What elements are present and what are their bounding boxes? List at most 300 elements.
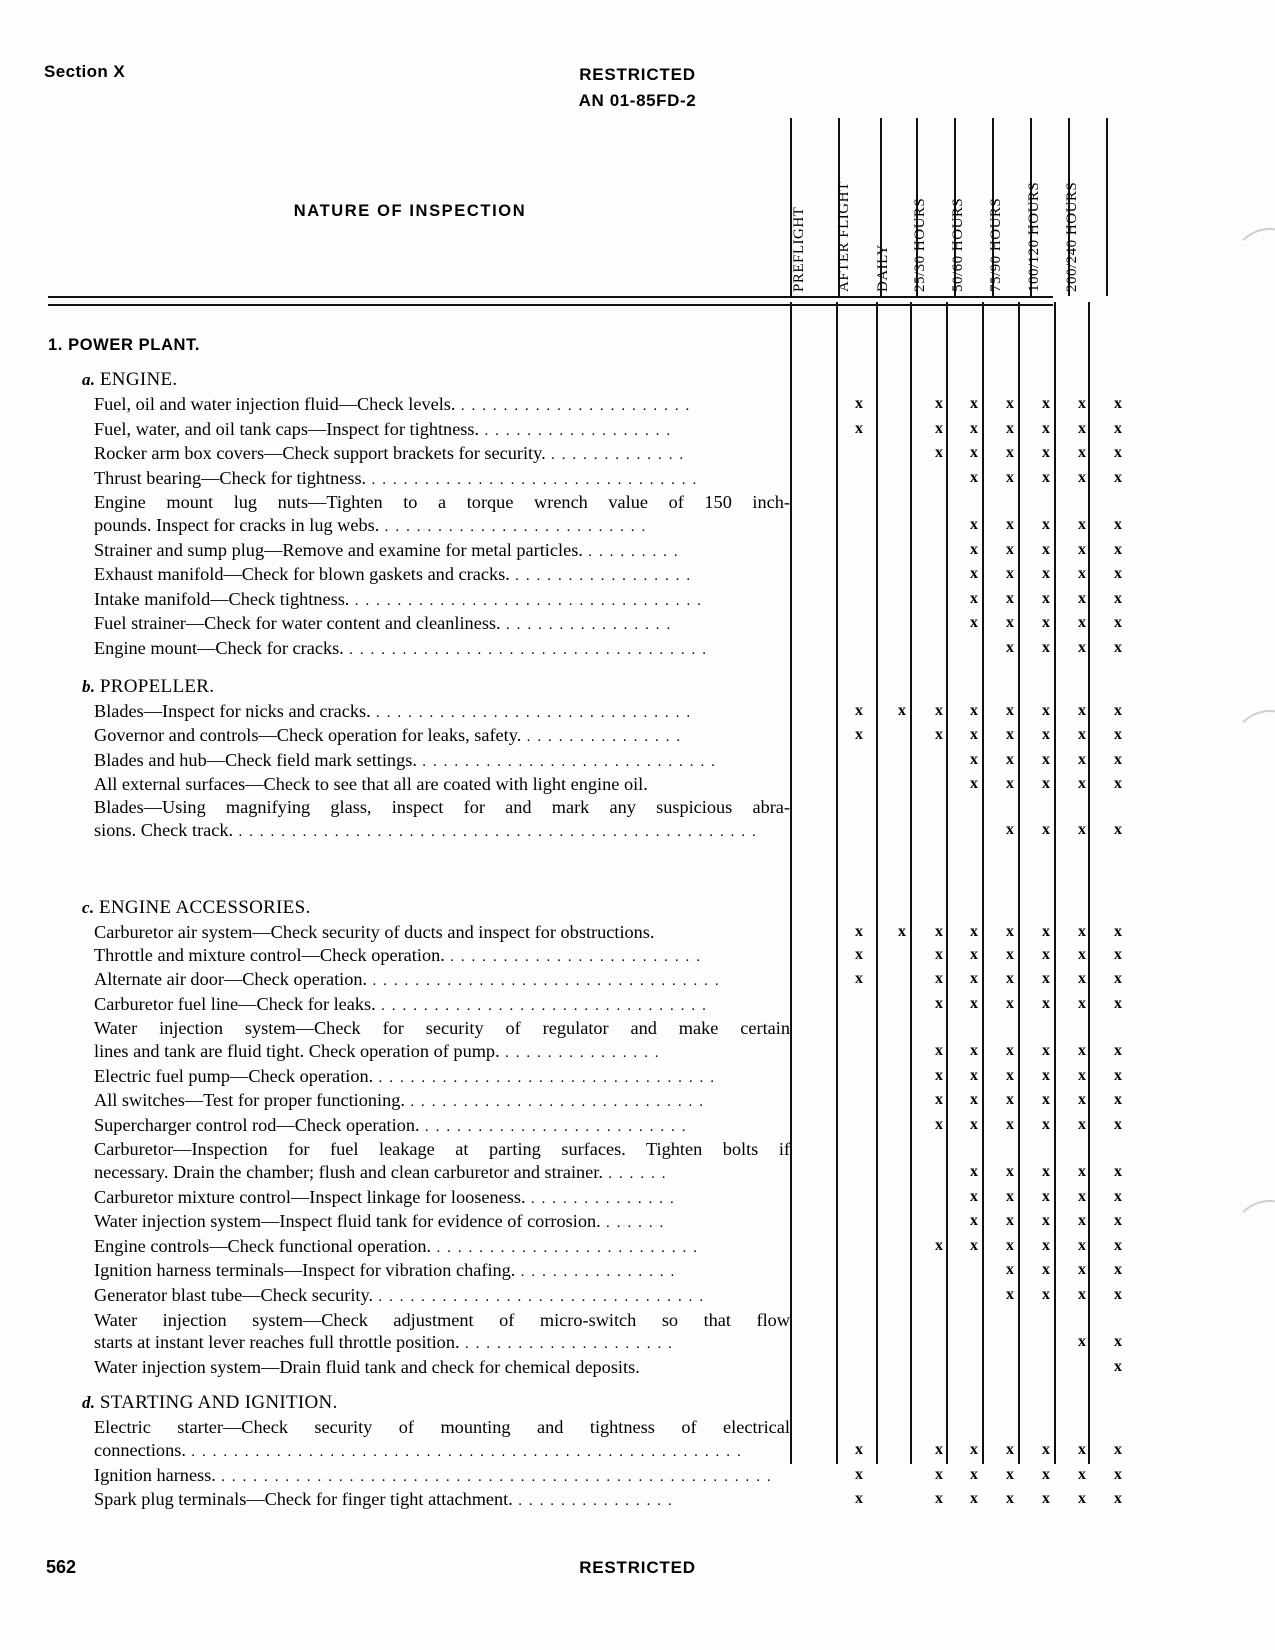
interval-marks bbox=[836, 1161, 1136, 1184]
interval-blank bbox=[882, 1235, 922, 1258]
interval-mark: x bbox=[1042, 750, 1050, 768]
subsection-letter: b. bbox=[82, 676, 100, 696]
interval-blank bbox=[882, 1416, 922, 1439]
interval-mark: x bbox=[1006, 1187, 1014, 1205]
inspection-text: Supercharger control rod—Check operation. . . . . . . . . . . . . . . . . . . . . . . . . . bbox=[94, 1114, 688, 1135]
interval-blank bbox=[882, 1089, 922, 1112]
interval-blank bbox=[882, 968, 922, 991]
dot-leader: . . . . . . . . . . . . . . . bbox=[515, 1264, 676, 1281]
dot-leader: . . . . . . . . . . . . . . . . . . . . . . bbox=[455, 398, 691, 414]
interval-mark: x bbox=[1114, 1465, 1122, 1483]
interval-mark: x bbox=[1042, 444, 1050, 462]
interval-mark: x bbox=[935, 994, 943, 1012]
interval-mark: x bbox=[1114, 1357, 1122, 1375]
interval-blank bbox=[836, 588, 882, 611]
interval-blank bbox=[882, 749, 922, 772]
dot-leader: . . . . . . . . . . . . . . . . . . . . . . . . . . . . . . bbox=[370, 704, 692, 721]
interval-marks bbox=[836, 1210, 1136, 1233]
interval-mark: x bbox=[1114, 775, 1122, 793]
page-header bbox=[0, 62, 1275, 114]
interval-mark: x bbox=[1006, 820, 1014, 838]
interval-mark: x bbox=[855, 970, 863, 988]
interval-marks bbox=[836, 1488, 1136, 1511]
dot-leader: . . . . . . . . . bbox=[582, 543, 680, 560]
interval-mark: x bbox=[1006, 395, 1014, 412]
interval-blank bbox=[882, 993, 922, 1016]
classification-footer: RESTRICTED bbox=[579, 1558, 696, 1577]
interval-blank bbox=[922, 1186, 956, 1209]
interval-mark: x bbox=[1006, 1163, 1014, 1181]
interval-marks bbox=[836, 491, 1136, 514]
interval-blank bbox=[1100, 491, 1136, 514]
interval-blank bbox=[882, 724, 922, 747]
interval-mark: x bbox=[1006, 994, 1014, 1012]
interval-blank bbox=[1028, 1017, 1064, 1040]
interval-mark: x bbox=[970, 726, 978, 744]
interval-mark: x bbox=[1078, 726, 1086, 744]
interval-mark: x bbox=[1114, 1236, 1122, 1254]
interval-mark: x bbox=[970, 468, 978, 486]
interval-blank bbox=[882, 944, 922, 967]
interval-mark: x bbox=[1042, 1212, 1050, 1230]
interval-mark: x bbox=[1042, 515, 1050, 533]
interval-blank bbox=[882, 491, 922, 514]
interval-blank bbox=[882, 539, 922, 562]
interval-marks bbox=[836, 442, 1136, 465]
column-header-label: 25/30 HOURS bbox=[912, 197, 928, 292]
subsection-letter: c. bbox=[82, 898, 99, 918]
interval-mark: x bbox=[1114, 1091, 1122, 1109]
interval-blank bbox=[836, 1210, 882, 1233]
interval-mark: x bbox=[1078, 1187, 1086, 1205]
interval-mark: x bbox=[1006, 750, 1014, 768]
dot-leader: . . . . . . bbox=[602, 1166, 668, 1183]
inspection-row bbox=[94, 749, 1122, 774]
interval-mark: x bbox=[1006, 419, 1014, 437]
interval-blank bbox=[922, 819, 956, 842]
interval-mark: x bbox=[935, 1091, 943, 1109]
interval-mark: x bbox=[1078, 1440, 1086, 1458]
interval-mark: x bbox=[1114, 1066, 1122, 1084]
interval-blank bbox=[882, 1331, 922, 1354]
interval-blank bbox=[882, 1065, 922, 1088]
interval-mark: x bbox=[1078, 1115, 1086, 1133]
dot-leader: . . . . . . . . . . . . . . . . . . . . bbox=[459, 1336, 674, 1353]
nature-of-inspection-header: NATURE OF INSPECTION bbox=[293, 202, 527, 220]
interval-blank bbox=[882, 563, 922, 586]
interval-mark: x bbox=[1078, 1163, 1086, 1181]
page-edge-arc bbox=[1231, 228, 1275, 306]
inspection-text: Exhaust manifold—Check for blown gaskets and cracks. . . . . . . . . . . . . . . . . . bbox=[94, 564, 692, 585]
interval-mark: x bbox=[1006, 726, 1014, 744]
interval-blank bbox=[922, 612, 956, 635]
inspection-text: starts at instant lever reaches full throttle position. . . . . . . . . . . . . . . . . . . . . bbox=[94, 1332, 674, 1353]
interval-mark: x bbox=[1114, 515, 1122, 533]
interval-mark: x bbox=[935, 1490, 943, 1508]
interval-mark: x bbox=[935, 923, 943, 941]
interval-blank bbox=[922, 749, 956, 772]
dot-leader: . . . . . . . . . . . . . . . . . . . . . . . . . . . . . . . bbox=[366, 471, 698, 488]
interval-marks bbox=[836, 1439, 1136, 1462]
inspection-text: Fuel, water, and oil tank caps—Inspect for tightness. . . . . . . . . . . . . . . . . . . bbox=[94, 418, 672, 439]
interval-mark: x bbox=[970, 750, 978, 768]
inspection-row bbox=[94, 1331, 1122, 1356]
interval-blank bbox=[992, 1331, 1028, 1354]
interval-blank bbox=[836, 773, 882, 796]
interval-mark: x bbox=[1042, 923, 1050, 941]
interval-blank bbox=[922, 539, 956, 562]
interval-mark: x bbox=[1042, 726, 1050, 744]
inspection-text: Strainer and sump plug—Remove and examine for metal particles. . . . . . . . . . bbox=[94, 539, 680, 560]
inspection-text: Throttle and mixture control—Check operation. . . . . . . . . . . . . . . . . . . . . . . . . bbox=[94, 944, 702, 965]
inspection-text: Engine controls—Check functional operation. . . . . . . . . . . . . . . . . . . . . . . . . . bbox=[94, 1235, 699, 1256]
interval-mark: x bbox=[855, 701, 863, 719]
interval-mark: x bbox=[1114, 1042, 1122, 1060]
interval-mark: x bbox=[935, 726, 943, 744]
inspection-row bbox=[94, 442, 1122, 467]
interval-mark: x bbox=[898, 701, 906, 719]
interval-mark: x bbox=[1006, 468, 1014, 486]
interval-marks bbox=[836, 1065, 1136, 1088]
interval-mark: x bbox=[1042, 395, 1050, 412]
interval-mark: x bbox=[1078, 750, 1086, 768]
interval-blank bbox=[882, 418, 922, 441]
dot-leader: . . . . . . . . . . . . . . . bbox=[521, 729, 682, 746]
interval-mark: x bbox=[970, 1490, 978, 1508]
inspection-row bbox=[94, 700, 1122, 725]
subsection-title bbox=[82, 1392, 790, 1414]
interval-mark: x bbox=[970, 515, 978, 533]
interval-mark: x bbox=[970, 1066, 978, 1084]
column-header-label: PREFLIGHT bbox=[791, 206, 807, 292]
interval-mark: x bbox=[1078, 1042, 1086, 1060]
subsection-title bbox=[82, 676, 790, 698]
interval-blank bbox=[882, 1488, 922, 1511]
inspection-text: Engine mount—Check for cracks. . . . . . . . . . . . . . . . . . . . . . . . . . . . . . . . . . . bbox=[94, 637, 708, 658]
dot-leader: . . . . . . . . . . . . . bbox=[545, 447, 685, 464]
inspection-text: Spark plug terminals—Check for finger tight attachment. . . . . . . . . . . . . . . . bbox=[94, 1489, 674, 1510]
interval-mark: x bbox=[855, 726, 863, 744]
inspection-text: necessary. Drain the chamber; flush and clean carburetor and strainer. . . . . . . bbox=[94, 1162, 668, 1183]
interval-mark: x bbox=[1114, 444, 1122, 462]
interval-mark: x bbox=[855, 1490, 863, 1508]
interval-blank bbox=[836, 491, 882, 514]
interval-mark: x bbox=[1006, 1440, 1014, 1458]
interval-marks bbox=[836, 1186, 1136, 1209]
interval-blank bbox=[1064, 796, 1100, 819]
interval-blank bbox=[836, 1017, 882, 1040]
subsection-name: ENGINE. bbox=[99, 369, 178, 390]
interval-blank bbox=[1064, 1017, 1100, 1040]
interval-mark: x bbox=[1078, 444, 1086, 462]
interval-blank bbox=[836, 1138, 882, 1161]
interval-mark: x bbox=[970, 923, 978, 941]
interval-mark: x bbox=[1114, 1212, 1122, 1230]
interval-marks bbox=[836, 773, 1136, 796]
interval-blank bbox=[882, 467, 922, 490]
interval-mark: x bbox=[1114, 395, 1122, 412]
interval-mark: x bbox=[1114, 589, 1122, 607]
interval-blank bbox=[922, 1259, 956, 1282]
interval-mark: x bbox=[855, 395, 863, 412]
inspection-row bbox=[94, 796, 790, 819]
interval-mark: x bbox=[1114, 1286, 1122, 1303]
interval-blank bbox=[836, 1065, 882, 1088]
interval-mark: x bbox=[1078, 1490, 1086, 1508]
classification-header: RESTRICTED bbox=[579, 65, 696, 84]
dot-leader: . . . . . . . . . . . . . . . . . . . . . . . . . . . . . . . . . . . . . . . . . . . . . . . . . . . . bbox=[185, 1443, 743, 1460]
inspection-row bbox=[94, 773, 1122, 796]
interval-blank bbox=[956, 491, 992, 514]
interval-mark: x bbox=[1042, 1091, 1050, 1109]
interval-mark: x bbox=[1006, 444, 1014, 462]
interval-blank bbox=[1028, 1331, 1064, 1354]
column-header-label: 100/120 HOURS bbox=[1026, 181, 1042, 292]
interval-mark: x bbox=[1042, 419, 1050, 437]
column-header-25-30-hours bbox=[912, 118, 954, 296]
column-header-label: DAILY bbox=[875, 244, 891, 292]
interval-mark: x bbox=[1078, 419, 1086, 437]
subsection-letter: d. bbox=[82, 1393, 100, 1413]
interval-blank bbox=[956, 819, 992, 842]
interval-blank bbox=[956, 1259, 992, 1282]
interval-mark: x bbox=[855, 945, 863, 963]
interval-marks bbox=[836, 637, 1136, 660]
interval-mark: x bbox=[1042, 1261, 1050, 1279]
interval-blank bbox=[922, 491, 956, 514]
interval-mark: x bbox=[1114, 750, 1122, 768]
interval-blank bbox=[956, 1284, 992, 1307]
inspection-row bbox=[94, 724, 1122, 749]
interval-marks bbox=[836, 796, 1136, 819]
interval-blank bbox=[836, 539, 882, 562]
interval-mark: x bbox=[1042, 1465, 1050, 1483]
interval-blank bbox=[882, 514, 922, 537]
interval-marks bbox=[836, 1464, 1136, 1487]
interval-mark: x bbox=[1078, 701, 1086, 719]
inspection-row bbox=[94, 1089, 1122, 1114]
interval-mark: x bbox=[970, 1465, 978, 1483]
inspection-row bbox=[94, 1114, 1122, 1139]
interval-mark: x bbox=[1078, 994, 1086, 1012]
interval-mark: x bbox=[1006, 638, 1014, 656]
interval-blank bbox=[992, 1138, 1028, 1161]
interval-blank bbox=[836, 1416, 882, 1439]
interval-blank bbox=[882, 1138, 922, 1161]
interval-blank bbox=[922, 1284, 956, 1307]
inspection-row bbox=[94, 1161, 1122, 1186]
interval-blank bbox=[882, 1439, 922, 1462]
inspection-row bbox=[94, 1235, 1122, 1260]
interval-blank bbox=[1100, 1416, 1136, 1439]
interval-mark: x bbox=[1006, 1286, 1014, 1303]
interval-blank bbox=[882, 442, 922, 465]
interval-mark: x bbox=[1078, 1066, 1086, 1084]
inspection-text: Water injection system—Drain fluid tank and check for chemical deposits. bbox=[94, 1356, 640, 1377]
dot-leader: . . . . . . . . . . . . . . . . . . . . . . . . . . . . . . . . . . bbox=[343, 641, 708, 658]
dot-leader: . . . . . . . . . . . . . . . bbox=[512, 1493, 674, 1510]
interval-marks bbox=[836, 588, 1136, 611]
subsection-title bbox=[82, 369, 790, 391]
interval-mark: x bbox=[1006, 945, 1014, 963]
interval-mark: x bbox=[970, 540, 978, 558]
interval-mark: x bbox=[1006, 614, 1014, 632]
interval-marks bbox=[836, 467, 1136, 490]
interval-blank bbox=[882, 1040, 922, 1063]
interval-blank bbox=[882, 1284, 922, 1307]
document-number: AN 01-85FD-2 bbox=[578, 91, 697, 110]
interval-marks bbox=[836, 944, 1136, 967]
subsection-title bbox=[82, 897, 790, 919]
inspection-row bbox=[94, 491, 790, 514]
inspection-row bbox=[94, 418, 1122, 443]
inspection-row bbox=[94, 637, 1122, 662]
inspection-row bbox=[94, 1309, 790, 1332]
interval-blank bbox=[1100, 1309, 1136, 1332]
dot-leader: . . . . . . . . . . . . . . . . . . . . . . . . . . . . . . . . . bbox=[349, 592, 703, 609]
interval-mark: x bbox=[1006, 589, 1014, 607]
interval-mark: x bbox=[1114, 1440, 1122, 1458]
interval-mark: x bbox=[1114, 945, 1122, 963]
interval-blank bbox=[1064, 1138, 1100, 1161]
interval-mark: x bbox=[1042, 820, 1050, 838]
inspection-text: Carburetor air system—Check security of ducts and inspect for obstructions. bbox=[94, 922, 655, 943]
interval-mark: x bbox=[970, 395, 978, 412]
subsection-name: PROPELLER. bbox=[99, 675, 215, 697]
inspection-text: connections. . . . . . . . . . . . . . . . . . . . . . . . . . . . . . . . . . . . . . . . . . . . . . . . . . . . . bbox=[94, 1439, 743, 1460]
interval-marks bbox=[836, 1089, 1136, 1112]
interval-blank bbox=[992, 1309, 1028, 1332]
interval-blank bbox=[1064, 1356, 1100, 1379]
interval-blank bbox=[956, 1138, 992, 1161]
interval-mark: x bbox=[970, 444, 978, 462]
interval-marks bbox=[836, 749, 1136, 772]
interval-marks bbox=[836, 418, 1136, 441]
inspection-text: Fuel, oil and water injection fluid—Check levels. . . . . . . . . . . . . . . . . . . . . . . bbox=[94, 394, 691, 414]
interval-marks bbox=[836, 1138, 1136, 1161]
interval-mark: x bbox=[1078, 1212, 1086, 1230]
inspection-text: lines and tank are fluid tight. Check operation of pump. . . . . . . . . . . . . . . . bbox=[94, 1041, 661, 1062]
interval-mark: x bbox=[935, 419, 943, 437]
interval-blank bbox=[922, 1416, 956, 1439]
interval-mark: x bbox=[1042, 701, 1050, 719]
inspection-text: Carburetor mixture control—Inspect linkage for looseness. . . . . . . . . . . . . . . bbox=[94, 1186, 676, 1207]
interval-mark: x bbox=[1042, 614, 1050, 632]
interval-mark: x bbox=[1006, 701, 1014, 719]
interval-blank bbox=[922, 467, 956, 490]
inspection-text: Water injection system—Inspect fluid tank for evidence of corrosion. . . . . . . bbox=[94, 1211, 665, 1232]
interval-mark: x bbox=[1078, 970, 1086, 988]
interval-mark: x bbox=[1078, 638, 1086, 656]
inspection-row bbox=[94, 921, 1122, 944]
inspection-row bbox=[94, 968, 1122, 993]
interval-blank bbox=[992, 1017, 1028, 1040]
inspection-row bbox=[94, 1040, 1122, 1065]
interval-blank bbox=[882, 393, 922, 416]
inspection-row bbox=[94, 588, 1122, 613]
interval-marks bbox=[836, 968, 1136, 991]
interval-mark: x bbox=[1042, 775, 1050, 793]
interval-blank bbox=[922, 1017, 956, 1040]
interval-blank bbox=[922, 588, 956, 611]
interval-blank bbox=[956, 796, 992, 819]
interval-blank bbox=[1028, 491, 1064, 514]
interval-blank bbox=[836, 819, 882, 842]
interval-blank bbox=[1028, 1309, 1064, 1332]
interval-mark: x bbox=[935, 1236, 943, 1254]
interval-mark: x bbox=[1042, 1286, 1050, 1303]
interval-mark: x bbox=[1006, 923, 1014, 941]
subsection-name: ENGINE ACCESSORIES. bbox=[98, 897, 311, 919]
interval-blank bbox=[956, 1416, 992, 1439]
column-header-100-120-hours bbox=[1026, 118, 1068, 296]
interval-blank bbox=[836, 637, 882, 660]
page-edge-arc bbox=[1231, 1200, 1275, 1278]
interval-mark: x bbox=[1078, 775, 1086, 793]
interval-blank bbox=[882, 1210, 922, 1233]
interval-mark: x bbox=[970, 419, 978, 437]
column-header-preflight bbox=[790, 118, 838, 296]
interval-mark: x bbox=[970, 994, 978, 1012]
interval-mark: x bbox=[1042, 1187, 1050, 1205]
interval-blank bbox=[882, 612, 922, 635]
interval-blank bbox=[836, 796, 882, 819]
interval-marks bbox=[836, 819, 1136, 842]
inspection-text: Water injection system—Check adjustment of micro-switch so that flow bbox=[94, 1309, 790, 1330]
interval-blank bbox=[836, 1331, 882, 1354]
interval-blank bbox=[1028, 1138, 1064, 1161]
table-column-headers bbox=[790, 118, 1108, 296]
interval-mark: x bbox=[1078, 1261, 1086, 1279]
interval-marks bbox=[836, 921, 1136, 944]
interval-marks bbox=[836, 1416, 1136, 1439]
interval-mark: x bbox=[935, 701, 943, 719]
interval-marks bbox=[836, 700, 1136, 723]
interval-mark: x bbox=[1114, 419, 1122, 437]
interval-marks bbox=[836, 1235, 1136, 1258]
interval-mark: x bbox=[1042, 1066, 1050, 1084]
interval-blank bbox=[882, 1161, 922, 1184]
interval-mark: x bbox=[935, 1115, 943, 1133]
interval-blank bbox=[922, 1138, 956, 1161]
interval-mark: x bbox=[970, 970, 978, 988]
inspection-text: Blades—Using magnifying glass, inspect for and mark any suspicious abra- bbox=[94, 796, 790, 817]
interval-mark: x bbox=[1006, 1465, 1014, 1483]
inspection-row bbox=[94, 1439, 1122, 1464]
interval-mark: x bbox=[1078, 515, 1086, 533]
group-title: 1. POWER PLANT. bbox=[48, 336, 201, 354]
interval-mark: x bbox=[1114, 994, 1122, 1012]
interval-mark: x bbox=[1078, 1465, 1086, 1483]
page-edge-arc bbox=[1231, 710, 1275, 788]
inspection-text: Thrust bearing—Check for tightness. . . . . . . . . . . . . . . . . . . . . . . . . . . . . . . . bbox=[94, 467, 698, 488]
inspection-text: Electric starter—Check security of mounting and tightness of electrical bbox=[94, 1417, 790, 1438]
column-header-daily bbox=[875, 118, 916, 296]
interval-blank bbox=[836, 749, 882, 772]
interval-mark: x bbox=[855, 419, 863, 437]
interval-marks bbox=[836, 563, 1136, 586]
inspection-content bbox=[48, 318, 1122, 1513]
interval-blank bbox=[882, 637, 922, 660]
column-header-label: AFTER FLIGHT bbox=[836, 181, 852, 292]
interval-mark: x bbox=[1006, 515, 1014, 533]
inspection-text: All external surfaces—Check to see that all are coated with light engine oil. bbox=[94, 774, 648, 795]
interval-mark: x bbox=[898, 923, 906, 941]
inspection-row bbox=[94, 393, 1122, 418]
interval-blank bbox=[836, 1186, 882, 1209]
interval-blank bbox=[956, 637, 992, 660]
interval-mark: x bbox=[1078, 1236, 1086, 1254]
